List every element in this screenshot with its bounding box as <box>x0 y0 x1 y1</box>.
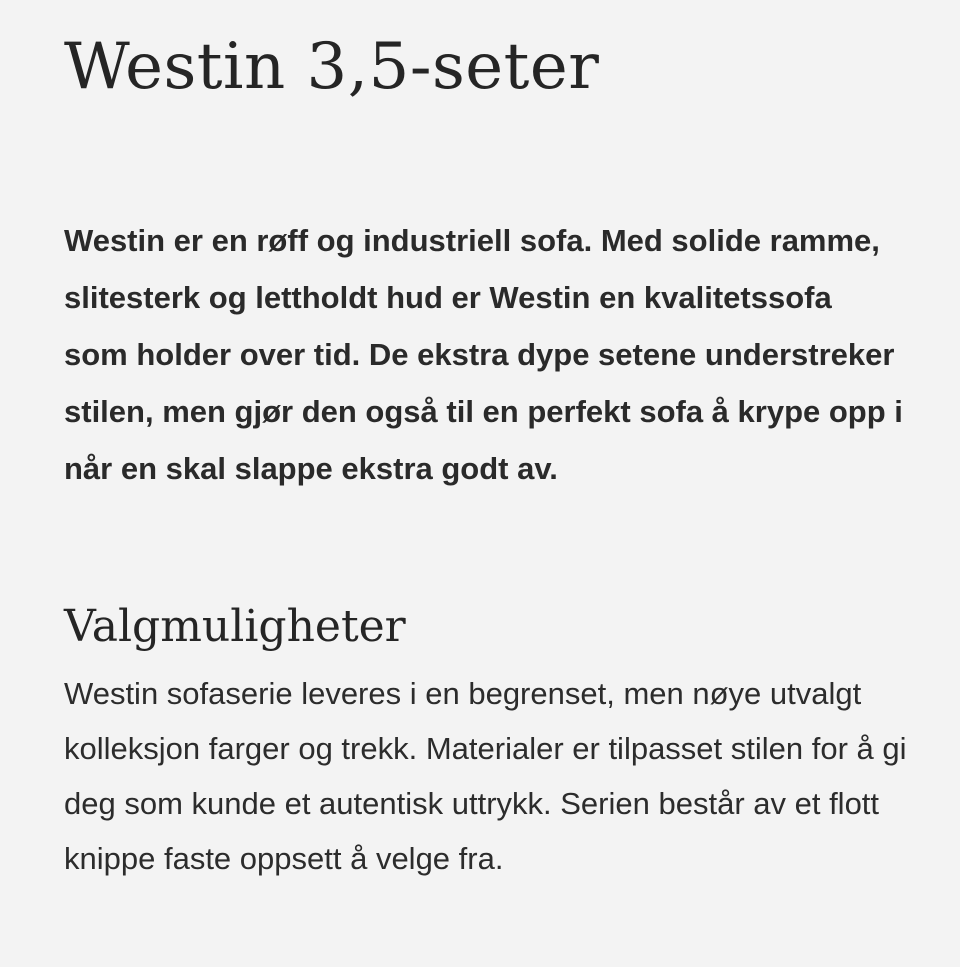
page-title: Westin 3,5-seter <box>64 30 600 104</box>
options-heading: Valgmuligheter <box>64 601 406 652</box>
options-description: Westin sofaserie leveres i en begrenset, men nøye utvalgt kolleksjon farger og trekk. Materialer er tilpasset stilen for å gi deg som kunde et autentisk uttrykk. Serien består av et flott knippe faste oppsett å velge fra. <box>64 676 907 876</box>
product-description: Westin er en røff og industriell sofa. Med solide ramme, slitesterk og lettholdt hud er Westin en kvalitetssofa som holder over tid. De ekstra dype setene understreker stilen, men gjør den også til en perfekt sofa å krype opp i når en skal slappe ekstra godt av. <box>64 223 903 486</box>
